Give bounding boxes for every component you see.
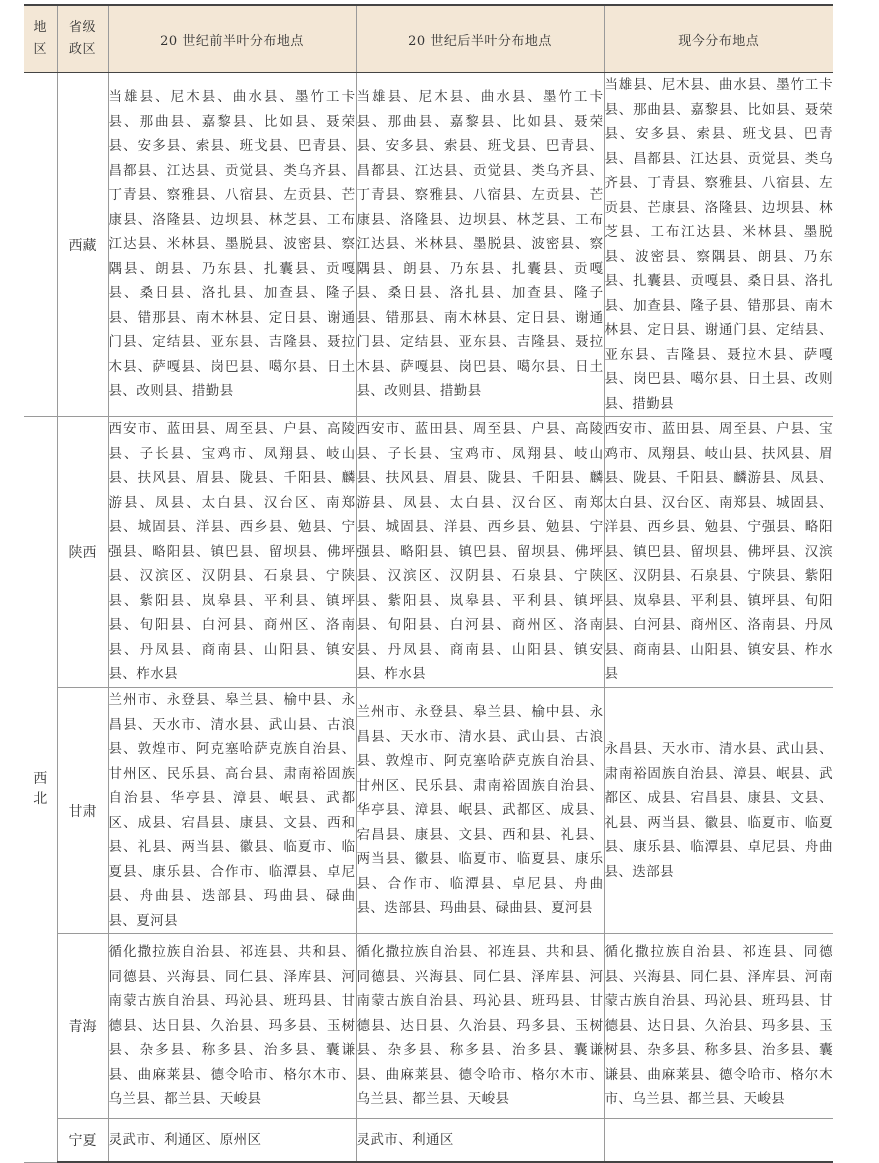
- province-cell: 西藏: [57, 73, 108, 417]
- current-cell: 永昌县、天水市、清水县、武山县、肃南裕固族自治县、漳县、岷县、武都区、成县、宕昌县、康县、文县、礼县、两当县、徽县、临夏市、临夏县、康乐县、临潭县、卓尼县、舟曲县、迭部县: [604, 688, 833, 934]
- header-current: 现今分布地点: [604, 5, 833, 73]
- late-cell: 灵武市、利通区: [356, 1119, 604, 1163]
- table-row: [24, 73, 833, 417]
- region-cell-northwest: 西北: [24, 417, 57, 1163]
- early-cell: 当雄县、尼木县、曲水县、墨竹工卡县、那曲县、嘉黎县、比如县、聂荣县、安多县、索县、班戈县、巴青县、昌都县、江达县、贡觉县、类乌齐县、丁青县、察雅县、八宿县、左贡县、芒康县、洛隆县、边坝县、林芝县、工布江达县、米林县、墨脱县、波密县、察隅县、朗县、乃东县、扎囊县、贡嘎县、桑日县、洛扎县、加查县、隆子县、错那县、南木林县、定日县、谢通门县、定结县、亚东县、吉隆县、聂拉木县、萨嘎县、岗巴县、噶尔县、日土县、改则县、措勤县: [108, 73, 356, 417]
- region-cell: [24, 73, 57, 417]
- table-header-row: [24, 5, 833, 73]
- late-cell: 西安市、蓝田县、周至县、户县、高陵县、子长县、宝鸡市、凤翔县、岐山县、扶风县、眉县、陇县、千阳县、麟游县、凤县、太白县、汉台区、南郑县、城固县、洋县、西乡县、勉县、宁强县、略阳县、镇巴县、留坝县、佛坪县、汉滨区、汉阴县、石泉县、宁陕县、紫阳县、岚皋县、平利县、镇坪县、旬阳县、白河县、商州区、洛南县、丹凤县、商南县、山阳县、镇安县、柞水县: [356, 417, 604, 688]
- current-cell: 当雄县、尼木县、曲水县、墨竹工卡县、那曲县、嘉黎县、比如县、聂荣县、安多县、索县、班戈县、巴青县、昌都县、江达县、贡觉县、类乌齐县、丁青县、察雅县、八宿县、左贡县、芒康县、洛隆县、边坝县、林芝县、工布江达县、米林县、墨脱县、波密县、察隅县、朗县、乃东县、扎囊县、贡嘎县、桑日县、洛扎县、加查县、隆子县、错那县、南木林县、定日县、谢通门县、定结县、亚东县、吉隆县、聂拉木县、萨嘎县、岗巴县、噶尔县、日土县、改则县、措勤县: [604, 73, 833, 417]
- header-region: 地区: [24, 5, 57, 73]
- early-cell: 西安市、蓝田县、周至县、户县、高陵县、子长县、宝鸡市、凤翔县、岐山县、扶风县、眉县、陇县、千阳县、麟游县、凤县、太白县、汉台区、南郑县、城固县、洋县、西乡县、勉县、宁强县、略阳县、镇巴县、留坝县、佛坪县、汉滨区、汉阴县、石泉县、宁陕县、紫阳县、岚皋县、平利县、镇坪县、旬阳县、白河县、商州区、洛南县、丹凤县、商南县、山阳县、镇安县、柞水县: [108, 417, 356, 688]
- province-cell: 青海: [57, 934, 108, 1119]
- early-cell: 兰州市、永登县、皋兰县、榆中县、永昌县、天水市、清水县、武山县、古浪县、敦煌市、阿克塞哈萨克族自治县、甘州区、民乐县、高台县、肃南裕固族自治县、华亭县、漳县、岷县、武都区、成县、宕昌县、康县、文县、西和县、礼县、两当县、徽县、临夏市、临夏县、康乐县、合作市、临潭县、卓尼县、舟曲县、迭部县、玛曲县、碌曲县、夏河县: [108, 688, 356, 934]
- current-cell: 循化撒拉族自治县、祁连县、同德县、兴海县、同仁县、泽库县、河南蒙古族自治县、玛沁县、班玛县、甘德县、达日县、久治县、玛多县、玉树县、杂多县、称多县、治多县、囊谦县、曲麻莱县、德令哈市、格尔木市、乌兰县、都兰县、天峻县: [604, 934, 833, 1119]
- early-cell: 循化撒拉族自治县、祁连县、共和县、同德县、兴海县、同仁县、泽库县、河南蒙古族自治县、玛沁县、班玛县、甘德县、达日县、久治县、玛多县、玉树县、杂多县、称多县、治多县、囊谦县、曲麻莱县、德令哈市、格尔木市、乌兰县、都兰县、天峻县: [108, 934, 356, 1119]
- table-row: [24, 934, 833, 1119]
- table-row: [24, 688, 833, 934]
- late-cell: 兰州市、永登县、皋兰县、榆中县、永昌县、天水市、清水县、武山县、古浪县、敦煌市、阿克塞哈萨克族自治县、甘州区、民乐县、肃南裕固族自治县、华亭县、漳县、岷县、武都区、成县、宕昌县、康县、文县、西和县、礼县、两当县、徽县、临夏市、临夏县、康乐县、合作市、临潭县、卓尼县、舟曲县、迭部县、玛曲县、碌曲县、夏河县: [356, 688, 604, 934]
- current-cell: 西安市、蓝田县、周至县、户县、宝鸡市、凤翔县、岐山县、扶风县、眉县、陇县、千阳县、麟游县、凤县、太白县、汉台区、南郑县、城固县、洋县、西乡县、勉县、宁强县、略阳县、镇巴县、留坝县、佛坪县、汉滨区、汉阴县、石泉县、宁陕县、紫阳县、岚皋县、平利县、镇坪县、旬阳县、白河县、商州区、洛南县、丹凤县、商南县、山阳县、镇安县、柞水县: [604, 417, 833, 688]
- province-cell: 陕西: [57, 417, 108, 688]
- header-province: 省级政区: [57, 5, 108, 73]
- province-cell: 宁夏: [57, 1119, 108, 1163]
- late-cell: 当雄县、尼木县、曲水县、墨竹工卡县、那曲县、嘉黎县、比如县、聂荣县、安多县、索县、班戈县、巴青县、昌都县、江达县、贡觉县、类乌齐县、丁青县、察雅县、八宿县、左贡县、芒康县、洛隆县、边坝县、林芝县、工布江达县、米林县、墨脱县、波密县、察隅县、朗县、乃东县、扎囊县、贡嘎县、桑日县、洛扎县、加查县、隆子县、错那县、南木林县、定日县、谢通门县、定结县、亚东县、吉隆县、聂拉木县、萨嘎县、岗巴县、噶尔县、日土县、改则县、措勤县: [356, 73, 604, 417]
- header-early-20c: 20 世纪前半叶分布地点: [108, 5, 356, 73]
- distribution-table: [24, 4, 833, 1163]
- table-row: [24, 417, 833, 688]
- header-late-20c: 20 世纪后半叶分布地点: [356, 5, 604, 73]
- current-cell: [604, 1119, 833, 1163]
- table-row: [24, 1119, 833, 1163]
- late-cell: 循化撒拉族自治县、祁连县、共和县、同德县、兴海县、同仁县、泽库县、河南蒙古族自治县、玛沁县、班玛县、甘德县、达日县、久治县、玛多县、玉树县、杂多县、称多县、治多县、囊谦县、曲麻莱县、德令哈市、格尔木市、乌兰县、都兰县、天峻县: [356, 934, 604, 1119]
- early-cell: 灵武市、利通区、原州区: [108, 1119, 356, 1163]
- province-cell: 甘肃: [57, 688, 108, 934]
